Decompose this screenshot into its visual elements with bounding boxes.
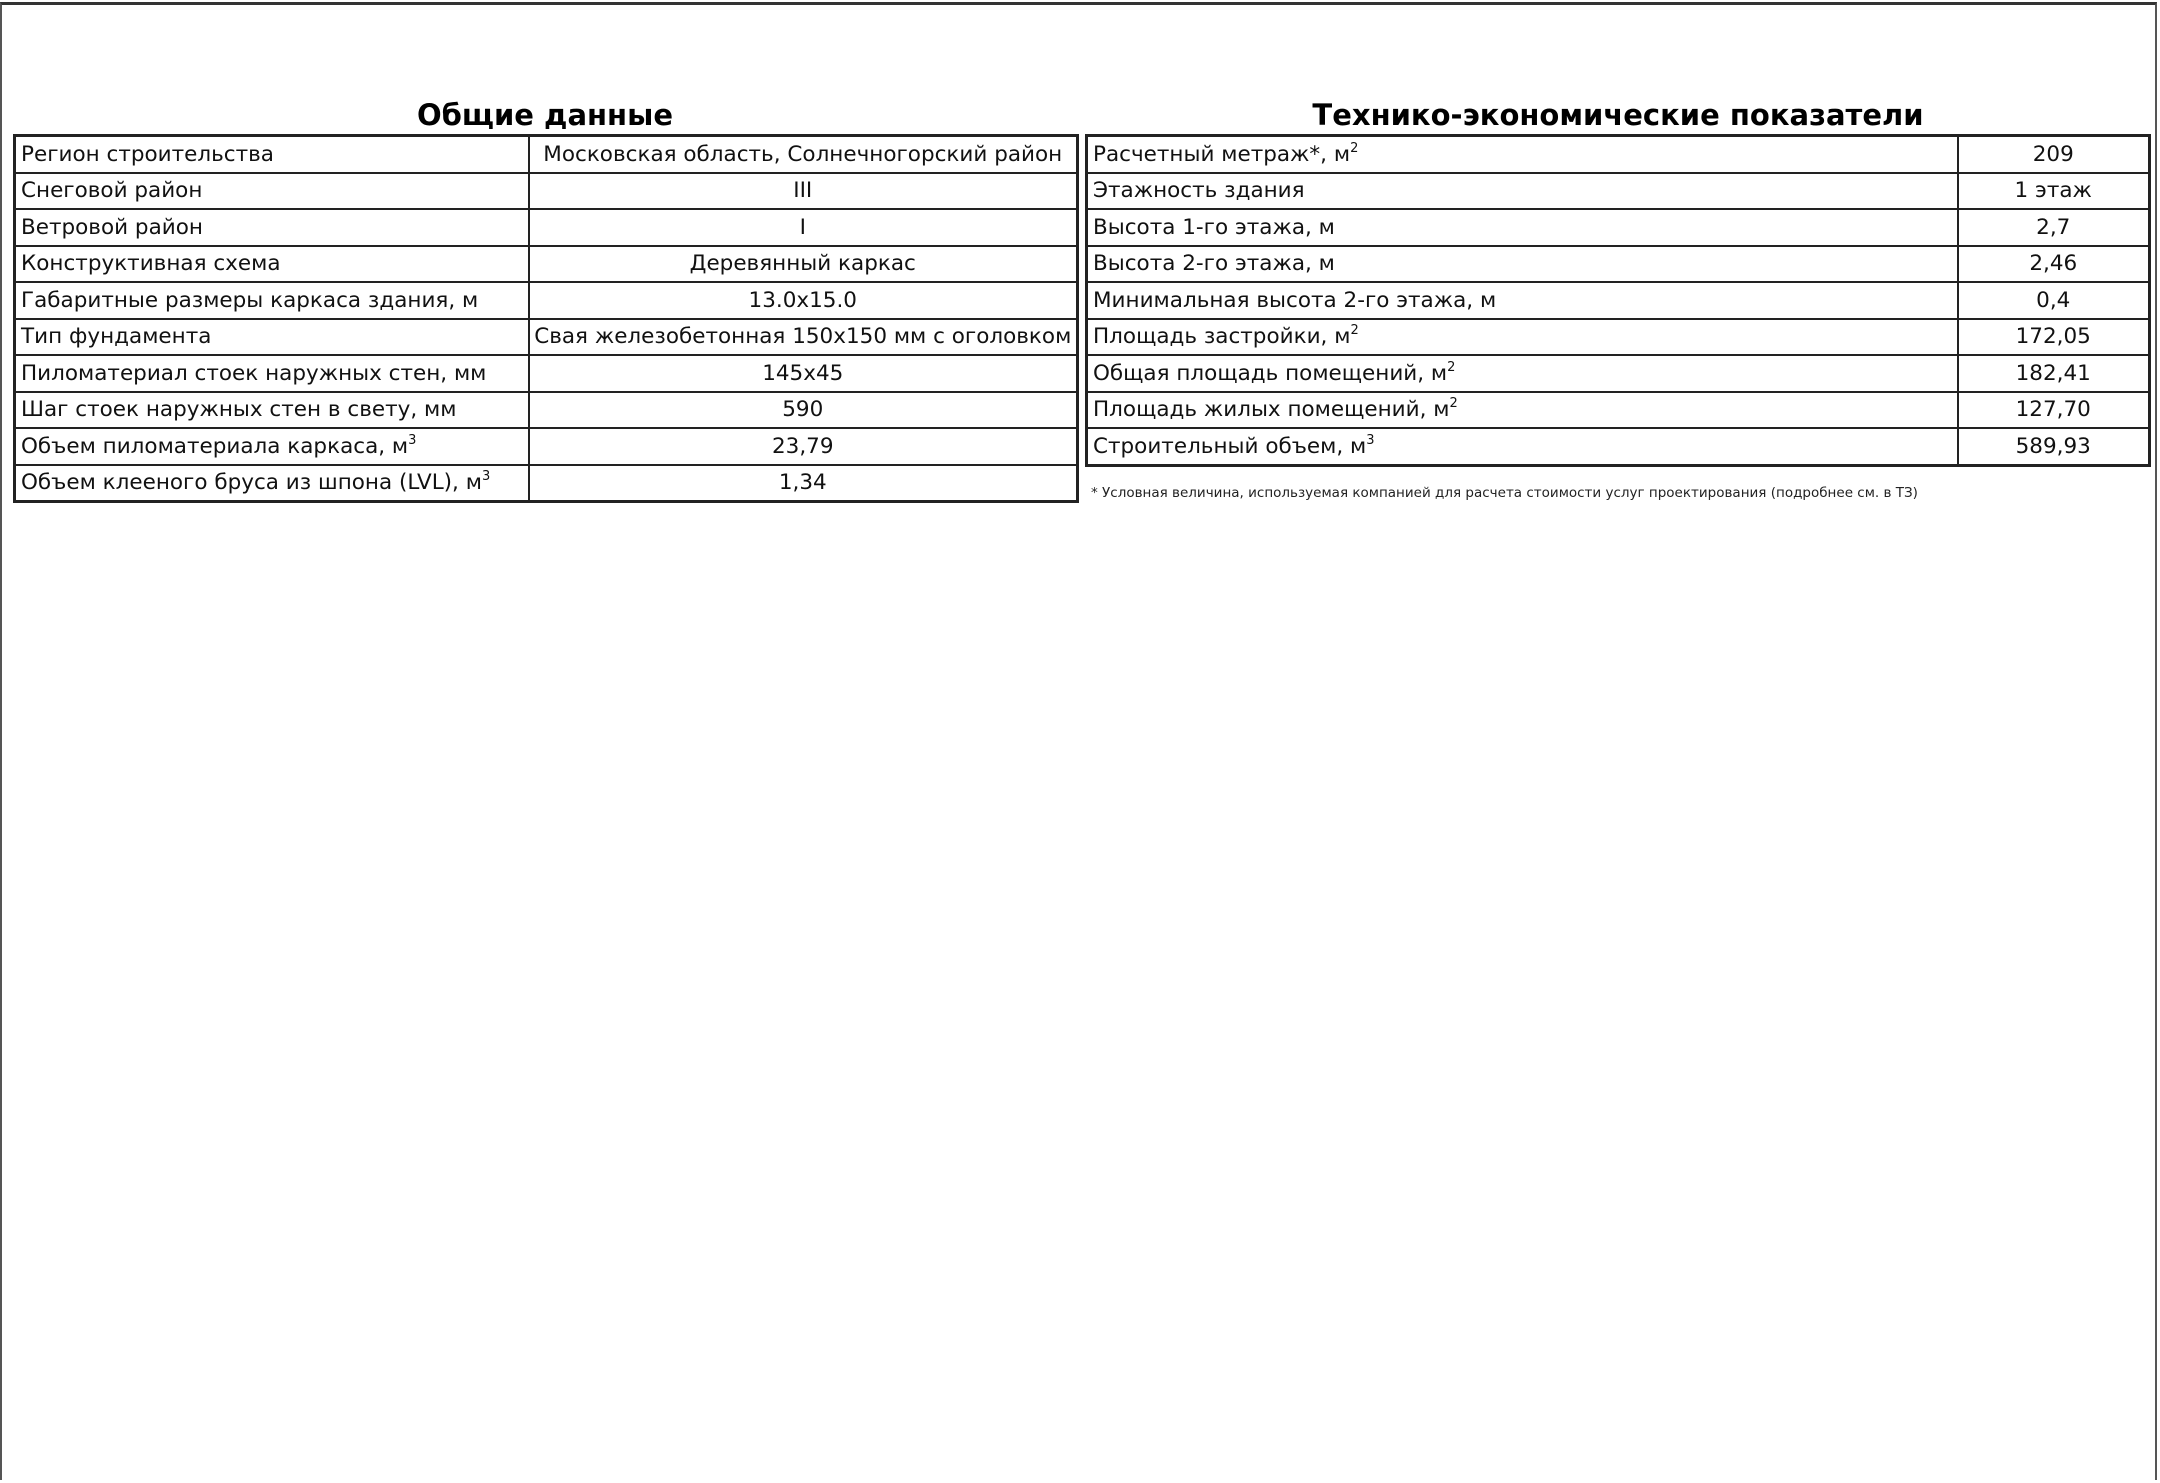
general-data-label: Объем пиломатериала каркаса, м: [21, 433, 409, 459]
indicator-label: Этажность здания: [1093, 178, 1305, 203]
indicator-row: [1087, 173, 2150, 210]
indicators-title: Технико-экономические показатели: [1312, 98, 1924, 132]
indicator-label: Общая площадь помещений, м: [1093, 360, 1448, 386]
indicator-value: 209: [1958, 136, 2150, 173]
general-data-label-cell: [15, 355, 529, 392]
general-data-label: Шаг стоек наружных стен в свету, мм: [21, 397, 457, 422]
general-data-label-cell: [15, 392, 529, 429]
general-data-row: [15, 282, 1078, 319]
indicator-label: Высота 2-го этажа, м: [1093, 251, 1335, 276]
indicator-row: [1087, 209, 2150, 246]
general-data-value: I: [529, 209, 1078, 246]
indicator-label-cell: [1087, 428, 1958, 465]
indicator-label-cell: [1087, 319, 1958, 356]
indicator-row: [1087, 355, 2150, 392]
general-data-label: Регион строительства: [21, 141, 274, 167]
general-data-label-cell: [15, 173, 529, 210]
general-data-value: 23,79: [529, 428, 1078, 465]
indicator-label-cell: [1087, 282, 1958, 319]
general-data-row: [15, 428, 1078, 465]
general-data-value: 590: [529, 392, 1078, 429]
general-data-row: [15, 319, 1078, 356]
general-data-label: Снеговой район: [21, 178, 203, 203]
general-data-label: Конструктивная схема: [21, 251, 281, 276]
indicator-value: 2,7: [1958, 209, 2150, 246]
general-data-label: Ветровой район: [21, 214, 203, 240]
general-data-label: Габаритные размеры каркаса здания, м: [21, 287, 479, 313]
general-data-value: Свая железобетонная 150x150 мм с оголовком: [529, 319, 1078, 356]
general-data-label-cell: [15, 209, 529, 246]
indicator-label-cell: [1087, 246, 1958, 283]
indicator-label: Расчетный метраж*, м: [1093, 141, 1351, 167]
indicator-label-cell: [1087, 136, 1958, 173]
general-data-row: [15, 136, 1078, 173]
indicator-label: Строительный объем, м: [1093, 433, 1367, 459]
indicator-value: 1 этаж: [1958, 173, 2150, 210]
unit-exponent: 2: [1350, 140, 1359, 156]
general-data-label-cell: [15, 319, 529, 356]
unit-exponent: 3: [1366, 432, 1375, 448]
general-data-row: [15, 392, 1078, 429]
indicator-row: [1087, 392, 2150, 429]
indicator-value: 127,70: [1958, 392, 2150, 429]
indicator-row: [1087, 246, 2150, 283]
general-data-label-cell: [15, 246, 529, 283]
general-data-table: [13, 134, 1079, 503]
general-data-title: Общие данные: [416, 98, 673, 132]
indicators-table: [1085, 134, 2151, 467]
unit-exponent: 3: [408, 432, 417, 448]
indicator-label-cell: [1087, 209, 1958, 246]
general-data-value: 145x45: [529, 355, 1078, 392]
unit-exponent: 3: [481, 469, 491, 484]
general-data-label: Объем клееного бруса из шпона (LVL), м: [21, 470, 482, 495]
general-data-value: Московская область, Солнечногорский район: [529, 136, 1078, 173]
general-data-value: III: [529, 173, 1078, 210]
indicator-label-cell: [1087, 355, 1958, 392]
indicator-label: Площадь застройки, м: [1093, 324, 1351, 349]
indicator-value: 0,4: [1958, 282, 2150, 319]
indicator-row: [1087, 282, 2150, 319]
indicator-label: Высота 1-го этажа, м: [1093, 214, 1335, 240]
indicator-row: [1087, 428, 2150, 465]
general-data-label-cell: [15, 465, 529, 502]
general-data-label: Пиломатериал стоек наружных стен, мм: [21, 360, 487, 386]
general-data-value: 13.0x15.0: [529, 282, 1078, 319]
general-data-row: [15, 465, 1078, 502]
indicator-value: 182,41: [1958, 355, 2150, 392]
unit-exponent: 2: [1447, 359, 1456, 375]
indicator-label: Минимальная высота 2-го этажа, м: [1093, 287, 1497, 313]
general-data-label-cell: [15, 136, 529, 173]
general-data-value: 1,34: [529, 465, 1078, 502]
indicator-value: 589,93: [1958, 428, 2150, 465]
indicator-label-cell: [1087, 173, 1958, 210]
unit-exponent: 2: [1449, 396, 1458, 411]
general-data-row: [15, 246, 1078, 283]
general-data-label: Тип фундамента: [21, 324, 212, 349]
general-data-label-cell: [15, 282, 529, 319]
indicator-row: [1087, 136, 2150, 173]
indicator-row: [1087, 319, 2150, 356]
footnote: * Условная величина, используемая компанией для расчета стоимости услуг проектирования (подробнее см. в ТЗ): [1091, 485, 1918, 501]
indicator-value: 172,05: [1958, 319, 2150, 356]
general-data-row: [15, 173, 1078, 210]
unit-exponent: 2: [1350, 323, 1359, 338]
general-data-value: Деревянный каркас: [529, 246, 1078, 283]
indicator-value: 2,46: [1958, 246, 2150, 283]
general-data-row: [15, 355, 1078, 392]
general-data-label-cell: [15, 428, 529, 465]
general-data-row: [15, 209, 1078, 246]
indicator-label-cell: [1087, 392, 1958, 429]
indicator-label: Площадь жилых помещений, м: [1093, 397, 1450, 422]
